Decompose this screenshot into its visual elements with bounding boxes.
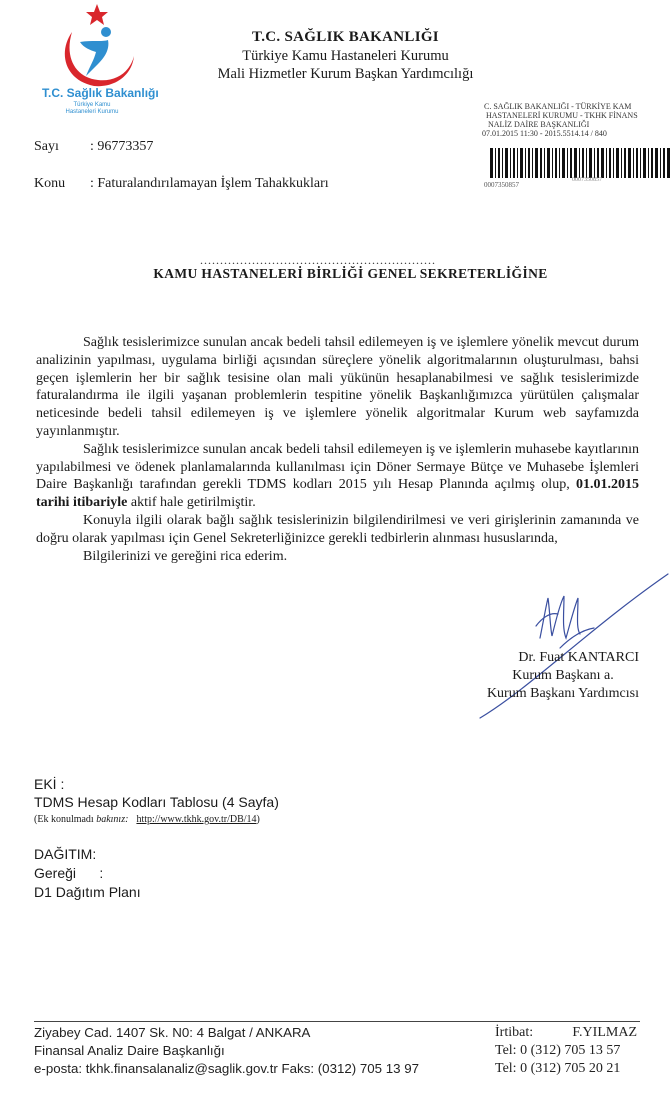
footer-contact: e-posta: tkhk.finansalanaliz@saglik.gov.tr Faks: (0312) 705 13 97 [34,1061,420,1076]
signatory-name: Dr. Fuat KANTARCI [518,650,639,665]
ministry-title: T.C. SAĞLIK BAKANLIĞI [252,29,439,45]
dotted-line: ........................................................... [200,253,436,267]
logo-subtitle: Türkiye Kamu Hastaneleri Kurumu [65,102,119,115]
distribution-geregi: Gereği : [34,865,104,881]
irtibat-name: F.YILMAZ [572,1025,637,1040]
attachment-item: TDMS Hesap Kodları Tablosu (4 Sayfa) [34,794,279,810]
signatory-title-1: Kurum Başkanı a. [512,668,614,683]
attachment-note: (Ek konulmadı bakınız: http://www.tkhk.gov.tr/DB/14) [34,814,260,825]
signatory-title-2: Kurum Başkanı Yardımcısı [486,686,639,701]
footer-divider [34,1021,640,1022]
sayi-label: Sayı [34,139,59,154]
sayi-value: : 96773357 [90,139,154,154]
body-paragraph-1: Sağlık tesislerimizce sunulan ancak bedeli tahsil edilemeyen iş ve işlemlere yönelik mevcut durum analizinin yapılması, uygulama birliği açısından süreçlere yönelik algoritmalarının oluşturulması, bahsi geçen işlemlerin her bir sağlık tesisine olan mali yükünün hesaplanabilmesi ve sağlık tesislerimizde faturalandırma ile ilgili yaşanan problemlerin tespitine yönelik Başkanlığımızca yürütülen çalışmalar neticesinde bedeli tahsil edilemeyen iş ve işlemlere yönelik algoritmalar Kurum web sayfamızda yayınlanmıştır. [36,335,639,439]
footer-contact-block [495,1024,637,1078]
distribution [34,845,141,902]
attachments [34,775,279,829]
logo-name: T.C. Sağlık Bakanlığı [42,86,159,100]
barcode-number: 0007350857 [484,181,519,189]
barcode [490,148,671,178]
konu-value: : Faturalandırılamayan İşlem Tahakkukları [90,176,329,191]
institution-name: Türkiye Kamu Hastaneleri Kurumu [242,48,449,64]
footer-department: Finansal Analiz Daire Başkanlığı [34,1043,225,1058]
irtibat-label: İrtibat: [495,1025,534,1040]
footer-tel-1: Tel: 0 (312) 705 13 57 [495,1043,621,1058]
konu-label: Konu [34,176,66,191]
department-name: Mali Hizmetler Kurum Başkan Yardımcılığı [217,66,474,82]
distribution-plan: D1 Dağıtım Planı [34,884,141,900]
logo-star [86,4,108,25]
attachment-link[interactable]: http://www.tkhk.gov.tr/DB/14 [136,814,257,825]
barcode-number-small: 0007350857 [572,177,602,183]
addressee: KAMU HASTANELERİ BİRLİĞİ GENEL SEKRETERLİĞİNE [153,266,548,281]
handwritten-signature [470,568,670,728]
body-paragraph-3: Konuyla ilgili olarak bağlı sağlık tesislerinizin bilgilendirilmesi ve veri girişlerinin zamanında ve doğru olarak yapılması için Genel Sekreterliğinizce gerekli tedbirlerin alınması hususlarında, [36,512,639,546]
footer-address: Ziyabey Cad. 1407 Sk. N0: 4 Balgat / ANKARA [34,1025,311,1040]
signature-block [487,649,639,703]
footer-address-block [34,1024,419,1078]
body-paragraph-2: Sağlık tesislerimizce sunulan ancak bedeli tahsil edilemeyen iş ve işlemlerin muhasebe kayıtlarının yapılabilmesi ve ödenek planlamalarında kullanılması için Döner Sermaye Bütçe ve Muhasebe İşlemleri Daire Başkanlığı tarafından gerekli TDMS kodları 2015 yılı Hesap Planında açılmış olup, 01.01.2015 tarihi itibariyle aktif hale getirilmiştir. [36,441,639,511]
registry-stamp: C. SAĞLIK BAKANLIĞI - TÜRKİYE KAM HASTANELERİ KURUMU - TKHK FİNANS NALİZ DAİRE BAŞKANLIĞI 07.01.2015 11:30 - 2015.5514.14 / 840 [482,102,638,138]
body-paragraph-4: Bilgilerinizi ve gereğini rica ederim. [83,548,288,564]
distribution-label: DAĞITIM: [34,846,97,862]
letter-body [36,334,639,565]
attachments-label: EKİ : [34,776,65,792]
effective-date: 01.01.2015 tarihi itibariyle [36,477,639,511]
footer-tel-2: Tel: 0 (312) 705 20 21 [495,1061,621,1076]
